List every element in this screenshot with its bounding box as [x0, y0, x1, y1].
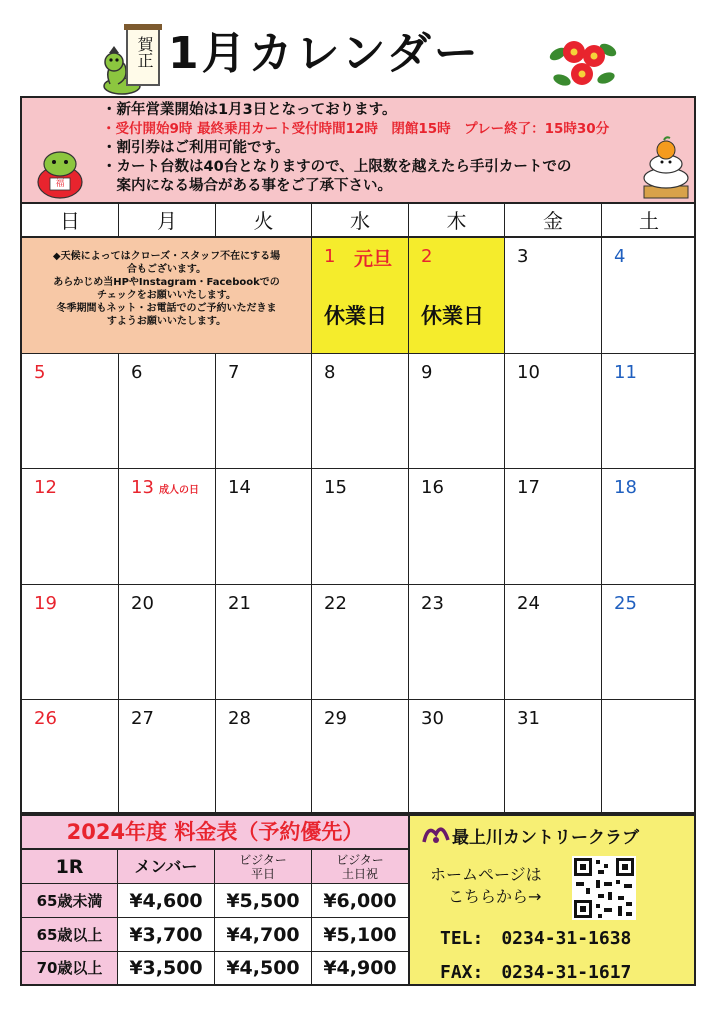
day-cell-13: [119, 469, 216, 585]
fee-row-weekday-1: ¥5,500: [215, 884, 312, 918]
day-cell-9: [409, 354, 505, 469]
day-cell-1: [312, 238, 409, 354]
weekday-fri: 金: [505, 204, 602, 238]
day-number-26: 26: [34, 708, 57, 729]
day-cell-10: [505, 354, 602, 469]
weekday-thu: 木: [409, 204, 505, 238]
weekday-wed: 水: [312, 204, 409, 238]
weekday-sun: 日: [22, 204, 119, 238]
notice-line-5: 案内になる場合がある事をご了承下さい。: [102, 178, 392, 194]
day-cell-empty: [602, 700, 696, 814]
closure-note-line-2: 合もございます。: [126, 264, 207, 275]
day-number-8: 8: [324, 362, 336, 383]
fee-header-corner: 1R: [22, 850, 118, 884]
day-cell-3: [505, 238, 602, 354]
day-number-31: 31: [517, 708, 540, 729]
closed-label-2: 休業日: [421, 304, 484, 328]
qr-code[interactable]: [572, 856, 636, 920]
day-cell-5: [22, 354, 119, 469]
notice-line-3: ・割引券はご利用可能です。: [102, 140, 290, 156]
day-cell-18: [602, 469, 696, 585]
day-cell-15: [312, 469, 409, 585]
kotobuki-scroll-top: [124, 24, 162, 30]
fee-row-holiday-3: ¥4,900: [312, 952, 408, 984]
day-cell-6: [119, 354, 216, 469]
day-number-30: 30: [421, 708, 444, 729]
day-number-9: 9: [421, 362, 433, 383]
fee-table: [20, 814, 410, 986]
weekday-sat: 土: [602, 204, 696, 238]
closed-label-1: 休業日: [324, 304, 387, 328]
day-number-6: 6: [131, 362, 143, 383]
daruma-snake-illustration: [32, 150, 88, 200]
day-cell-20: [119, 585, 216, 700]
day-number-28: 28: [228, 708, 251, 729]
day-cell-19: [22, 585, 119, 700]
day-cell-24: [505, 585, 602, 700]
day-cell-31: [505, 700, 602, 814]
day-number-20: 20: [131, 593, 154, 614]
day-number-7: 7: [228, 362, 240, 383]
day-number-5: 5: [34, 362, 46, 383]
day-number-25: 25: [614, 593, 637, 614]
day-number-15: 15: [324, 477, 347, 498]
day-number-1: 1: [324, 246, 336, 267]
day-number-2: 2: [421, 246, 433, 267]
closure-note-line-6: すようお願いいたします。: [106, 316, 227, 327]
kotobuki-text: 賀正: [135, 36, 154, 68]
day-cell-25: [602, 585, 696, 700]
day-number-12: 12: [34, 477, 57, 498]
fee-row-weekday-2: ¥4,700: [215, 918, 312, 952]
day-cell-30: [409, 700, 505, 814]
day-cell-11: [602, 354, 696, 469]
fee-row-member-3: ¥3,500: [118, 952, 215, 984]
day-number-18: 18: [614, 477, 637, 498]
weekday-mon: 月: [119, 204, 216, 238]
fee-row-member-1: ¥4,600: [118, 884, 215, 918]
fee-header-visitor-holiday-line2: 土日祝: [341, 867, 378, 881]
day-cell-21: [216, 585, 312, 700]
closure-note-line-5: 冬季期間もネット・お電話でのご予約いただきま: [56, 303, 277, 314]
day-cell-27: [119, 700, 216, 814]
homepage-text-1: ホームページは: [430, 865, 542, 884]
fee-table-title: 2024年度 料金表（予約優先）: [22, 816, 408, 850]
day-cell-16: [409, 469, 505, 585]
day-cell-23: [409, 585, 505, 700]
closure-note-line-4: チェックをお願いいたします。: [97, 290, 236, 301]
day-number-23: 23: [421, 593, 444, 614]
day-cell-28: [216, 700, 312, 814]
weekday-tue: 火: [216, 204, 312, 238]
closure-note-line-1: ◆天候によってはクローズ・スタッフ不在にする場: [52, 251, 281, 262]
fee-header-member: メンバー: [118, 850, 215, 884]
notice-line-2: ・受付開始9時 最終乗用カート受付時間12時 閉館15時 プレー終了：15時30分: [102, 121, 610, 137]
fee-row-member-2: ¥3,700: [118, 918, 215, 952]
fee-row-label-2: 65歳以上: [22, 918, 118, 952]
notice-box: [20, 96, 696, 204]
club-info-box: [410, 814, 696, 986]
day-cell-29: [312, 700, 409, 814]
club-name: 最上川カントリークラブ: [452, 828, 639, 848]
day-number-11: 11: [614, 362, 637, 383]
fee-header-visitor-holiday-line1: ビジター: [336, 853, 384, 867]
day-cell-7: [216, 354, 312, 469]
day-number-24: 24: [517, 593, 540, 614]
day-number-27: 27: [131, 708, 154, 729]
day-cell-17: [505, 469, 602, 585]
fee-row-holiday-1: ¥6,000: [312, 884, 408, 918]
day-cell-2: [409, 238, 505, 354]
fee-header-visitor-weekday-line1: ビジター: [239, 853, 287, 867]
fee-header-visitor-weekday-line2: 平日: [250, 867, 275, 881]
fee-header-visitor-weekday: [215, 850, 312, 884]
day-number-3: 3: [517, 246, 529, 267]
day-cell-4: [602, 238, 696, 354]
day-number-21: 21: [228, 593, 251, 614]
fee-row-holiday-2: ¥5,100: [312, 918, 408, 952]
holiday-label-new-year: 元旦: [354, 248, 393, 270]
day-number-4: 4: [614, 246, 626, 267]
daruma-text: 福: [55, 179, 65, 189]
day-cell-12: [22, 469, 119, 585]
day-cell-14: [216, 469, 312, 585]
holiday-label-coming-of-age: 成人の日: [159, 485, 199, 496]
fee-row-label-3: 70歳以上: [22, 952, 118, 984]
day-number-17: 17: [517, 477, 540, 498]
club-logo: [422, 822, 450, 846]
day-number-19: 19: [34, 593, 57, 614]
fee-row-label-1: 65歳未満: [22, 884, 118, 918]
notice-line-1: ・新年営業開始は1月3日となっております。: [102, 102, 397, 118]
day-number-13: 13: [131, 477, 154, 498]
day-number-29: 29: [324, 708, 347, 729]
day-number-14: 14: [228, 477, 251, 498]
day-number-22: 22: [324, 593, 347, 614]
kotobuki-scroll: [126, 28, 160, 86]
day-number-16: 16: [421, 477, 444, 498]
closure-note-cell: [22, 238, 312, 354]
club-tel[interactable]: TEL: 0234-31-1638: [440, 928, 632, 949]
fee-header-visitor-holiday: [312, 850, 408, 884]
fee-row-weekday-3: ¥4,500: [215, 952, 312, 984]
day-cell-8: [312, 354, 409, 469]
page-title: 1月カレンダー: [168, 28, 481, 79]
day-cell-26: [22, 700, 119, 814]
day-cell-22: [312, 585, 409, 700]
notice-line-4: ・カート台数は40台となりますので、上限数を越えたら手引カートでの: [102, 159, 572, 175]
camellia-illustration: [548, 34, 618, 90]
kagami-mochi-illustration: [640, 134, 692, 200]
day-number-10: 10: [517, 362, 540, 383]
homepage-text-2: こちらから→: [448, 887, 542, 906]
club-fax: FAX: 0234-31-1617: [440, 962, 632, 983]
closure-note-line-3: あらかじめ当HPやInstagram・Facebookでの: [53, 277, 280, 288]
calendar-grid: [20, 204, 696, 814]
